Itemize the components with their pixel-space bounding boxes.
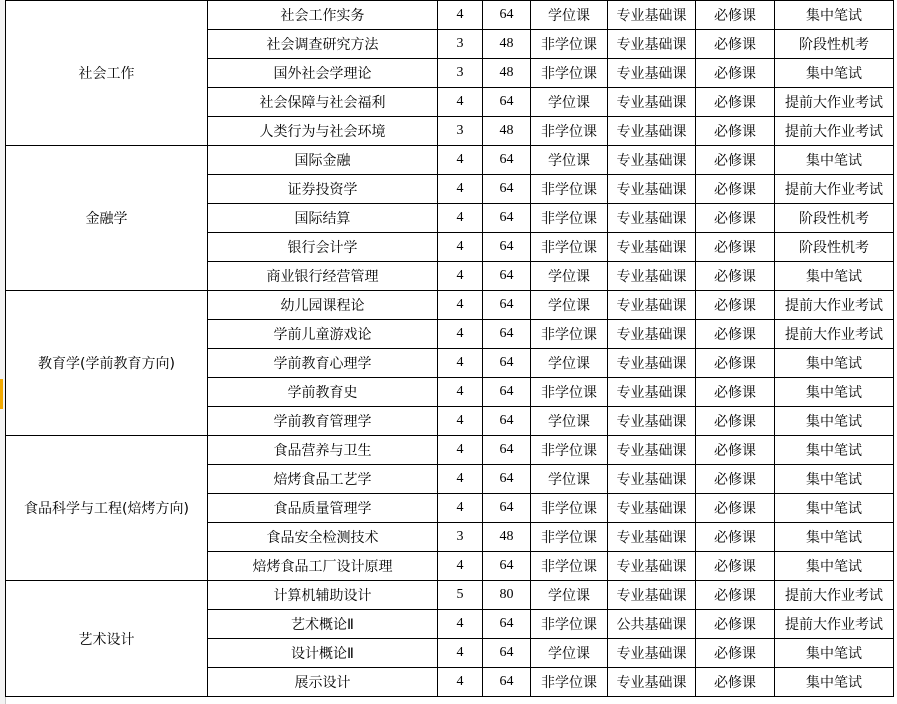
course-name-cell[interactable]: 食品安全检测技术	[208, 523, 438, 552]
credits-cell[interactable]: 4	[438, 436, 483, 465]
credits-cell[interactable]: 4	[438, 88, 483, 117]
exam-method-cell[interactable]: 提前大作业考试	[775, 117, 894, 146]
course-category-cell[interactable]: 专业基础课	[608, 494, 696, 523]
exam-method-cell[interactable]: 集中笔试	[775, 465, 894, 494]
hours-cell[interactable]: 48	[483, 59, 531, 88]
exam-method-cell[interactable]: 集中笔试	[775, 494, 894, 523]
requirement-cell[interactable]: 必修课	[696, 610, 775, 639]
course-category-cell[interactable]: 专业基础课	[608, 88, 696, 117]
requirement-cell[interactable]: 必修课	[696, 233, 775, 262]
table-row	[6, 1, 894, 30]
course-category-cell[interactable]: 专业基础课	[608, 59, 696, 88]
degree-type-cell[interactable]: 非学位课	[531, 552, 608, 581]
course-name-cell[interactable]: 幼儿园课程论	[208, 291, 438, 320]
exam-method-cell[interactable]: 提前大作业考试	[775, 581, 894, 610]
course-name-cell[interactable]: 设计概论Ⅱ	[208, 639, 438, 668]
course-category-cell[interactable]: 专业基础课	[608, 523, 696, 552]
requirement-cell[interactable]: 必修课	[696, 30, 775, 59]
degree-type-cell[interactable]: 学位课	[531, 146, 608, 175]
hours-cell[interactable]: 64	[483, 552, 531, 581]
degree-type-cell[interactable]: 学位课	[531, 291, 608, 320]
course-name-cell[interactable]: 社会保障与社会福利	[208, 88, 438, 117]
course-name-cell[interactable]: 展示设计	[208, 668, 438, 697]
exam-method-cell[interactable]: 集中笔试	[775, 378, 894, 407]
credits-cell[interactable]: 4	[438, 494, 483, 523]
course-name-cell[interactable]: 社会调查研究方法	[208, 30, 438, 59]
course-name-cell[interactable]: 学前教育史	[208, 378, 438, 407]
course-category-cell[interactable]: 专业基础课	[608, 668, 696, 697]
requirement-cell[interactable]: 必修课	[696, 668, 775, 697]
course-name-cell[interactable]: 计算机辅助设计	[208, 581, 438, 610]
exam-method-cell[interactable]: 提前大作业考试	[775, 88, 894, 117]
course-category-cell[interactable]: 专业基础课	[608, 30, 696, 59]
course-name-cell[interactable]: 国外社会学理论	[208, 59, 438, 88]
active-row-indicator	[0, 379, 3, 409]
hours-cell[interactable]: 64	[483, 610, 531, 639]
course-name-cell[interactable]: 学前儿童游戏论	[208, 320, 438, 349]
degree-type-cell[interactable]: 学位课	[531, 88, 608, 117]
course-name-cell[interactable]: 社会工作实务	[208, 1, 438, 30]
course-name-cell[interactable]: 食品营养与卫生	[208, 436, 438, 465]
exam-method-cell[interactable]: 集中笔试	[775, 1, 894, 30]
credits-cell[interactable]: 4	[438, 349, 483, 378]
course-name-cell[interactable]: 焙烤食品工艺学	[208, 465, 438, 494]
degree-type-cell[interactable]: 非学位课	[531, 59, 608, 88]
credits-cell[interactable]: 4	[438, 262, 483, 291]
degree-type-cell[interactable]: 学位课	[531, 1, 608, 30]
exam-method-cell[interactable]: 集中笔试	[775, 407, 894, 436]
hours-cell[interactable]: 48	[483, 117, 531, 146]
course-name-cell[interactable]: 艺术概论Ⅱ	[208, 610, 438, 639]
course-category-cell[interactable]: 专业基础课	[608, 117, 696, 146]
course-name-cell[interactable]: 食品质量管理学	[208, 494, 438, 523]
course-category-cell[interactable]: 专业基础课	[608, 320, 696, 349]
credits-cell[interactable]: 4	[438, 552, 483, 581]
course-name-cell[interactable]: 学前教育管理学	[208, 407, 438, 436]
credits-cell[interactable]: 4	[438, 175, 483, 204]
exam-method-cell[interactable]: 提前大作业考试	[775, 320, 894, 349]
hours-cell[interactable]: 64	[483, 494, 531, 523]
degree-type-cell[interactable]: 非学位课	[531, 436, 608, 465]
exam-method-cell[interactable]: 阶段性机考	[775, 233, 894, 262]
credits-cell[interactable]: 4	[438, 407, 483, 436]
credits-cell[interactable]: 4	[438, 639, 483, 668]
hours-cell[interactable]: 64	[483, 233, 531, 262]
requirement-cell[interactable]: 必修课	[696, 639, 775, 668]
hours-cell[interactable]: 48	[483, 30, 531, 59]
degree-type-cell[interactable]: 非学位课	[531, 378, 608, 407]
degree-type-cell[interactable]: 学位课	[531, 262, 608, 291]
hours-cell[interactable]: 64	[483, 378, 531, 407]
course-category-cell[interactable]: 专业基础课	[608, 552, 696, 581]
course-category-cell[interactable]: 专业基础课	[608, 204, 696, 233]
degree-type-cell[interactable]: 学位课	[531, 407, 608, 436]
credits-cell[interactable]: 3	[438, 59, 483, 88]
degree-type-cell[interactable]: 非学位课	[531, 668, 608, 697]
hours-cell[interactable]: 64	[483, 262, 531, 291]
credits-cell[interactable]: 4	[438, 233, 483, 262]
requirement-cell[interactable]: 必修课	[696, 523, 775, 552]
requirement-cell[interactable]: 必修课	[696, 494, 775, 523]
degree-type-cell[interactable]: 非学位课	[531, 204, 608, 233]
exam-method-cell[interactable]: 阶段性机考	[775, 30, 894, 59]
requirement-cell[interactable]: 必修课	[696, 146, 775, 175]
course-category-cell[interactable]: 专业基础课	[608, 581, 696, 610]
course-category-cell[interactable]: 专业基础课	[608, 291, 696, 320]
course-table	[5, 0, 894, 697]
course-category-cell[interactable]: 专业基础课	[608, 262, 696, 291]
requirement-cell[interactable]: 必修课	[696, 204, 775, 233]
course-category-cell[interactable]: 专业基础课	[608, 146, 696, 175]
degree-type-cell[interactable]: 非学位课	[531, 117, 608, 146]
exam-method-cell[interactable]: 集中笔试	[775, 523, 894, 552]
credits-cell[interactable]: 3	[438, 523, 483, 552]
credits-cell[interactable]: 3	[438, 117, 483, 146]
hours-cell[interactable]: 64	[483, 175, 531, 204]
exam-method-cell[interactable]: 集中笔试	[775, 262, 894, 291]
hours-cell[interactable]: 64	[483, 291, 531, 320]
major-cell[interactable]: 艺术设计	[6, 581, 208, 697]
degree-type-cell[interactable]: 非学位课	[531, 494, 608, 523]
hours-cell[interactable]: 64	[483, 1, 531, 30]
degree-type-cell[interactable]: 非学位课	[531, 610, 608, 639]
requirement-cell[interactable]: 必修课	[696, 88, 775, 117]
exam-method-cell[interactable]: 集中笔试	[775, 59, 894, 88]
major-cell[interactable]: 教育学(学前教育方向)	[6, 291, 208, 436]
credits-cell[interactable]: 4	[438, 146, 483, 175]
credits-cell[interactable]: 4	[438, 1, 483, 30]
requirement-cell[interactable]: 必修课	[696, 581, 775, 610]
requirement-cell[interactable]: 必修课	[696, 291, 775, 320]
hours-cell[interactable]: 64	[483, 88, 531, 117]
major-cell[interactable]: 金融学	[6, 146, 208, 291]
requirement-cell[interactable]: 必修课	[696, 378, 775, 407]
degree-type-cell[interactable]: 学位课	[531, 639, 608, 668]
exam-method-cell[interactable]: 集中笔试	[775, 668, 894, 697]
hours-cell[interactable]: 64	[483, 204, 531, 233]
exam-method-cell[interactable]: 集中笔试	[775, 552, 894, 581]
degree-type-cell[interactable]: 非学位课	[531, 175, 608, 204]
course-name-cell[interactable]: 商业银行经营管理	[208, 262, 438, 291]
hours-cell[interactable]: 80	[483, 581, 531, 610]
requirement-cell[interactable]: 必修课	[696, 175, 775, 204]
requirement-cell[interactable]: 必修课	[696, 349, 775, 378]
degree-type-cell[interactable]: 学位课	[531, 349, 608, 378]
course-name-cell[interactable]: 焙烤食品工厂设计原理	[208, 552, 438, 581]
hours-cell[interactable]: 48	[483, 523, 531, 552]
hours-cell[interactable]: 64	[483, 668, 531, 697]
degree-type-cell[interactable]: 非学位课	[531, 30, 608, 59]
course-name-cell[interactable]: 银行会计学	[208, 233, 438, 262]
table-row	[6, 581, 894, 610]
exam-method-cell[interactable]: 阶段性机考	[775, 204, 894, 233]
course-category-cell[interactable]: 专业基础课	[608, 349, 696, 378]
course-table-body	[6, 1, 894, 697]
course-category-cell[interactable]: 专业基础课	[608, 436, 696, 465]
table-row	[6, 436, 894, 465]
credits-cell[interactable]: 4	[438, 610, 483, 639]
credits-cell[interactable]: 5	[438, 581, 483, 610]
table-row	[6, 146, 894, 175]
degree-type-cell[interactable]: 非学位课	[531, 320, 608, 349]
course-category-cell[interactable]: 专业基础课	[608, 407, 696, 436]
exam-method-cell[interactable]: 提前大作业考试	[775, 175, 894, 204]
credits-cell[interactable]: 4	[438, 204, 483, 233]
exam-method-cell[interactable]: 集中笔试	[775, 146, 894, 175]
hours-cell[interactable]: 64	[483, 639, 531, 668]
course-name-cell[interactable]: 人类行为与社会环境	[208, 117, 438, 146]
major-cell[interactable]: 社会工作	[6, 1, 208, 146]
course-category-cell[interactable]: 公共基础课	[608, 610, 696, 639]
degree-type-cell[interactable]: 非学位课	[531, 233, 608, 262]
course-category-cell[interactable]: 专业基础课	[608, 465, 696, 494]
credits-cell[interactable]: 3	[438, 30, 483, 59]
hours-cell[interactable]: 64	[483, 146, 531, 175]
requirement-cell[interactable]: 必修课	[696, 436, 775, 465]
requirement-cell[interactable]: 必修课	[696, 1, 775, 30]
table-row	[6, 291, 894, 320]
degree-type-cell[interactable]: 学位课	[531, 581, 608, 610]
course-category-cell[interactable]: 专业基础课	[608, 639, 696, 668]
hours-cell[interactable]: 64	[483, 320, 531, 349]
hours-cell[interactable]: 64	[483, 407, 531, 436]
hours-cell[interactable]: 64	[483, 436, 531, 465]
hours-cell[interactable]: 64	[483, 465, 531, 494]
course-name-cell[interactable]: 学前教育心理学	[208, 349, 438, 378]
hours-cell[interactable]: 64	[483, 349, 531, 378]
course-name-cell[interactable]: 国际结算	[208, 204, 438, 233]
credits-cell[interactable]: 4	[438, 378, 483, 407]
major-cell[interactable]: 食品科学与工程(焙烤方向)	[6, 436, 208, 581]
requirement-cell[interactable]: 必修课	[696, 117, 775, 146]
requirement-cell[interactable]: 必修课	[696, 262, 775, 291]
degree-type-cell[interactable]: 学位课	[531, 465, 608, 494]
course-category-cell[interactable]: 专业基础课	[608, 378, 696, 407]
exam-method-cell[interactable]: 集中笔试	[775, 349, 894, 378]
course-name-cell[interactable]: 国际金融	[208, 146, 438, 175]
requirement-cell[interactable]: 必修课	[696, 465, 775, 494]
exam-method-cell[interactable]: 提前大作业考试	[775, 291, 894, 320]
course-category-cell[interactable]: 专业基础课	[608, 1, 696, 30]
credits-cell[interactable]: 4	[438, 465, 483, 494]
exam-method-cell[interactable]: 集中笔试	[775, 436, 894, 465]
requirement-cell[interactable]: 必修课	[696, 59, 775, 88]
degree-type-cell[interactable]: 非学位课	[531, 523, 608, 552]
requirement-cell[interactable]: 必修课	[696, 320, 775, 349]
course-name-cell[interactable]: 证券投资学	[208, 175, 438, 204]
course-category-cell[interactable]: 专业基础课	[608, 233, 696, 262]
exam-method-cell[interactable]: 提前大作业考试	[775, 610, 894, 639]
credits-cell[interactable]: 4	[438, 291, 483, 320]
exam-method-cell[interactable]: 集中笔试	[775, 639, 894, 668]
credits-cell[interactable]: 4	[438, 668, 483, 697]
credits-cell[interactable]: 4	[438, 320, 483, 349]
requirement-cell[interactable]: 必修课	[696, 407, 775, 436]
requirement-cell[interactable]: 必修课	[696, 552, 775, 581]
course-category-cell[interactable]: 专业基础课	[608, 175, 696, 204]
